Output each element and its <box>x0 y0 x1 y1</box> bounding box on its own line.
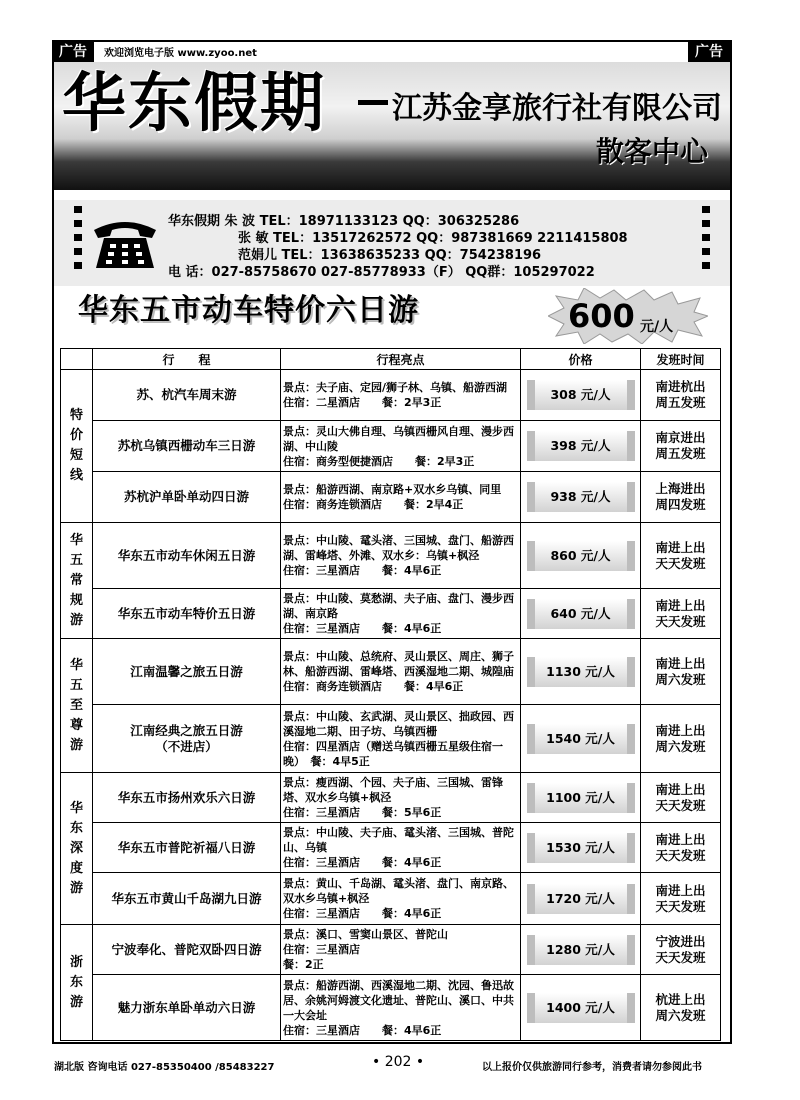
table-row <box>61 523 721 589</box>
tour-departure: 南进杭出 周五发班 <box>641 370 721 421</box>
tour-departure: 宁波进出 天天发班 <box>641 925 721 975</box>
tour-highlights: 景点：中山陵、玄武湖、灵山景区、拙政园、西溪湿地二期、田子坊、乌镇西栅 住宿：四星酒店（赠送乌镇西栅五星级住宿一晚） 餐：4早5正 <box>281 705 521 773</box>
tour-highlights: 景点：溪口、雪窦山景区、普陀山 住宿：三星酒店 餐：2正 <box>281 925 521 975</box>
table-row <box>61 975 721 1041</box>
category-cell: 浙东游 <box>61 925 93 1041</box>
contact-line-3: 范娟儿 TEL：13638635233 QQ：754238196 <box>238 248 542 263</box>
footer-right: 以上报价仅供旅游同行参考，消费者请勿参阅此书 <box>482 1062 702 1073</box>
category-cell: 华东深度游 <box>61 773 93 925</box>
brand-title: 华东假期 <box>62 67 326 141</box>
tour-name: 华东五市黄山千岛湖九日游 <box>93 873 281 925</box>
tour-departure: 南进上出 天天发班 <box>641 823 721 873</box>
tour-name: 苏杭乌镇西栅动车三日游 <box>93 421 281 472</box>
table-row <box>61 639 721 705</box>
tour-highlights: 景点：中山陵、夫子庙、鼋头渚、三国城、普陀山、乌镇 住宿：三星酒店 餐：4早6正 <box>281 823 521 873</box>
tour-departure: 上海进出 周四发班 <box>641 472 721 523</box>
category-cell: 华五常规游 <box>61 523 93 639</box>
tour-price: 1400 元/人 <box>521 975 641 1041</box>
tour-price: 1130 元/人 <box>521 639 641 705</box>
header-departure: 发班时间 <box>641 349 721 370</box>
table-row <box>61 705 721 773</box>
tour-price: 1540 元/人 <box>521 705 641 773</box>
tour-departure: 杭进上出 周六发班 <box>641 975 721 1041</box>
tour-departure: 南进上出 天天发班 <box>641 589 721 639</box>
ad-label-right: 广告 <box>688 42 730 62</box>
table-row <box>61 472 721 523</box>
tour-price: 1530 元/人 <box>521 823 641 873</box>
tour-highlights: 景点：中山陵、总统府、灵山景区、周庄、狮子林、船游西湖、雷峰塔、西溪湿地二期、城隍庙 住宿：商务连锁酒店 餐：4早6正 <box>281 639 521 705</box>
tour-name: 华东五市动车特价五日游 <box>93 589 281 639</box>
center-name: 散客中心 <box>596 135 709 168</box>
tour-price: 640 元/人 <box>521 589 641 639</box>
title-dash <box>358 100 388 105</box>
tour-departure: 南京进出 周五发班 <box>641 421 721 472</box>
tour-highlights: 景点：中山陵、莫愁湖、夫子庙、盘门、漫步西湖、南京路 住宿：三星酒店 餐：4早6正 <box>281 589 521 639</box>
header-blank <box>61 349 93 370</box>
tour-name: 苏、杭汽车周末游 <box>93 370 281 421</box>
table-row <box>61 925 721 975</box>
tour-departure: 南进上出 天天发班 <box>641 523 721 589</box>
tour-highlights: 景点：船游西湖、南京路+双水乡乌镇、同里 住宿：商务连锁酒店 餐：2早4正 <box>281 472 521 523</box>
tour-name: 华东五市扬州欢乐六日游 <box>93 773 281 823</box>
tour-name: 华东五市普陀祈福八日游 <box>93 823 281 873</box>
table-row <box>61 773 721 823</box>
tour-name: 江南经典之旅五日游 （不进店） <box>93 705 281 773</box>
table-row <box>61 873 721 925</box>
header-price: 价格 <box>521 349 641 370</box>
tour-highlights: 景点：瘦西湖、个园、夫子庙、三国城、雷锋塔、双水乡乌镇+枫泾 住宿：三星酒店 餐：5早6正 <box>281 773 521 823</box>
tour-departure: 南进上出 周六发班 <box>641 639 721 705</box>
table-row <box>61 823 721 873</box>
tour-departure: 南进上出 天天发班 <box>641 773 721 823</box>
tour-highlights: 景点：灵山大佛自理、乌镇西栅风自理、漫步西湖、中山陵 住宿：商务型便捷酒店 餐：2早3正 <box>281 421 521 472</box>
tour-price: 308 元/人 <box>521 370 641 421</box>
tour-price: 1720 元/人 <box>521 873 641 925</box>
table-row <box>61 589 721 639</box>
site-url[interactable]: 欢迎浏览电子版 www.zyoo.net <box>104 48 257 59</box>
tour-name: 江南温馨之旅五日游 <box>93 639 281 705</box>
tour-price: 1280 元/人 <box>521 925 641 975</box>
header-itinerary: 行 程 <box>93 349 281 370</box>
tour-highlights: 景点：黄山、千岛湖、鼋头渚、盘门、南京路、双水乡乌镇+枫泾 住宿：三星酒店 餐：4早6正 <box>281 873 521 925</box>
header-highlights: 行程亮点 <box>281 349 521 370</box>
tour-name: 华东五市动车休闲五日游 <box>93 523 281 589</box>
ad-label-left: 广告 <box>52 42 94 62</box>
footer-left: 湖北版 咨询电话 027-85350400 /85483227 <box>54 1062 275 1073</box>
tour-price: 938 元/人 <box>521 472 641 523</box>
tour-highlights: 景点：船游西湖、西溪湿地二期、沈园、鲁迅故居、余姚河姆渡文化遗址、普陀山、溪口、中共一大会址 住宿：三星酒店 餐：4早6正 <box>281 975 521 1041</box>
table-row <box>61 370 721 421</box>
promo-price-unit: 元/人 <box>640 319 674 335</box>
contact-line-1: 华东假期 朱 波 TEL：18971133123 QQ：306325286 <box>168 214 520 229</box>
contact-line-4: 电 话：027-85758670 027-85778933（F） QQ群：105297022 <box>168 265 595 280</box>
tour-name: 苏杭沪单卧单动四日游 <box>93 472 281 523</box>
company-name: 江苏金享旅行社有限公司 <box>392 91 722 126</box>
contact-line-2: 张 敏 TEL：13517262572 QQ：987381669 2211415808 <box>238 231 628 246</box>
table-row <box>61 421 721 472</box>
tour-highlights: 景点：中山陵、鼋头渚、三国城、盘门、船游西湖、雷峰塔、外滩、双水乡：乌镇+枫泾 住宿：三星酒店 餐：4早6正 <box>281 523 521 589</box>
category-cell: 华五至尊游 <box>61 639 93 773</box>
tour-price: 398 元/人 <box>521 421 641 472</box>
page-number: • 202 • <box>372 1054 425 1070</box>
tour-price: 1100 元/人 <box>521 773 641 823</box>
itinerary-table <box>60 348 721 1041</box>
tour-departure: 南进上出 天天发班 <box>641 873 721 925</box>
promo-price: 600 <box>568 297 635 335</box>
category-cell: 特价短线 <box>61 370 93 523</box>
table-header-row <box>61 349 721 370</box>
tour-departure: 南进上出 周六发班 <box>641 705 721 773</box>
telephone-icon <box>90 212 160 272</box>
tour-name: 宁波奉化、普陀双卧四日游 <box>93 925 281 975</box>
tour-name: 魅力浙东单卧单动六日游 <box>93 975 281 1041</box>
tour-highlights: 景点：夫子庙、定园/狮子林、乌镇、船游西湖 住宿：二星酒店 餐：2早3正 <box>281 370 521 421</box>
tour-price: 860 元/人 <box>521 523 641 589</box>
promo-title: 华东五市动车特价六日游 <box>78 293 419 328</box>
